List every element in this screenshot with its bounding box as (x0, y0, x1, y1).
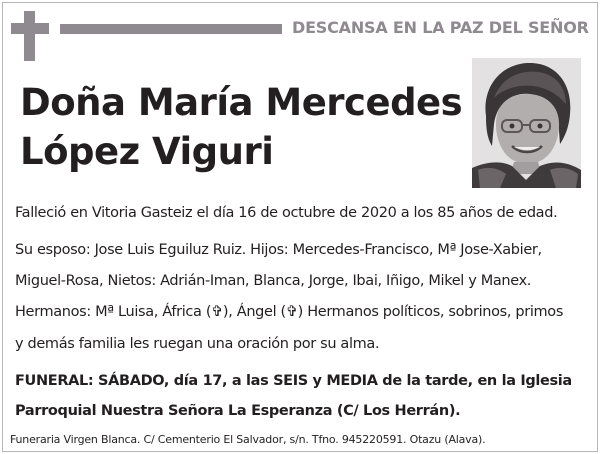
name-line-2: López Viguri (20, 130, 274, 173)
announcement-line-1: Falleció en Vitoria Gasteiz el día 16 de octubre de 2020 a los 85 años de edad. (15, 205, 558, 221)
header-text: DESCANSA EN LA PAZ DEL SEÑOR (292, 18, 589, 37)
name-line-1: Doña María Mercedes (20, 81, 463, 124)
funeral-line-1: FUNERAL: SÁBADO, día 17, a las SEIS y MEDIA de la tarde, en la Iglesia (15, 373, 572, 389)
announcement-line-3: Miguel-Rosa, Nietos: Adrián-Iman, Blanca, Jorge, Ibai, Iñigo, Mikel y Manex. (15, 273, 532, 289)
funeral-line-2: Parroquial Nuestra Señora La Esperanza (C/ Los Herrán). (15, 403, 461, 419)
announcement-line-5: y demás familia les ruegan una oración por su alma. (15, 336, 380, 352)
deceased-name (20, 78, 463, 176)
portrait-photo (472, 58, 581, 188)
announcement-line-4: Hermanos: Mª Luisa, África (✞), Ángel (✞) Hermanos políticos, sobrinos, primos (15, 304, 564, 320)
announcement-line-2: Su esposo: Jose Luis Eguiluz Ruiz. Hijos: Mercedes-Francisco, Mª Jose-Xabier, (15, 242, 542, 258)
funeral-home-footer: Funeraria Virgen Blanca. C/ Cementerio El Salvador, s/n. Tfno. 945220591. Otazu (Alava). (10, 433, 486, 446)
header-rule (60, 24, 282, 34)
